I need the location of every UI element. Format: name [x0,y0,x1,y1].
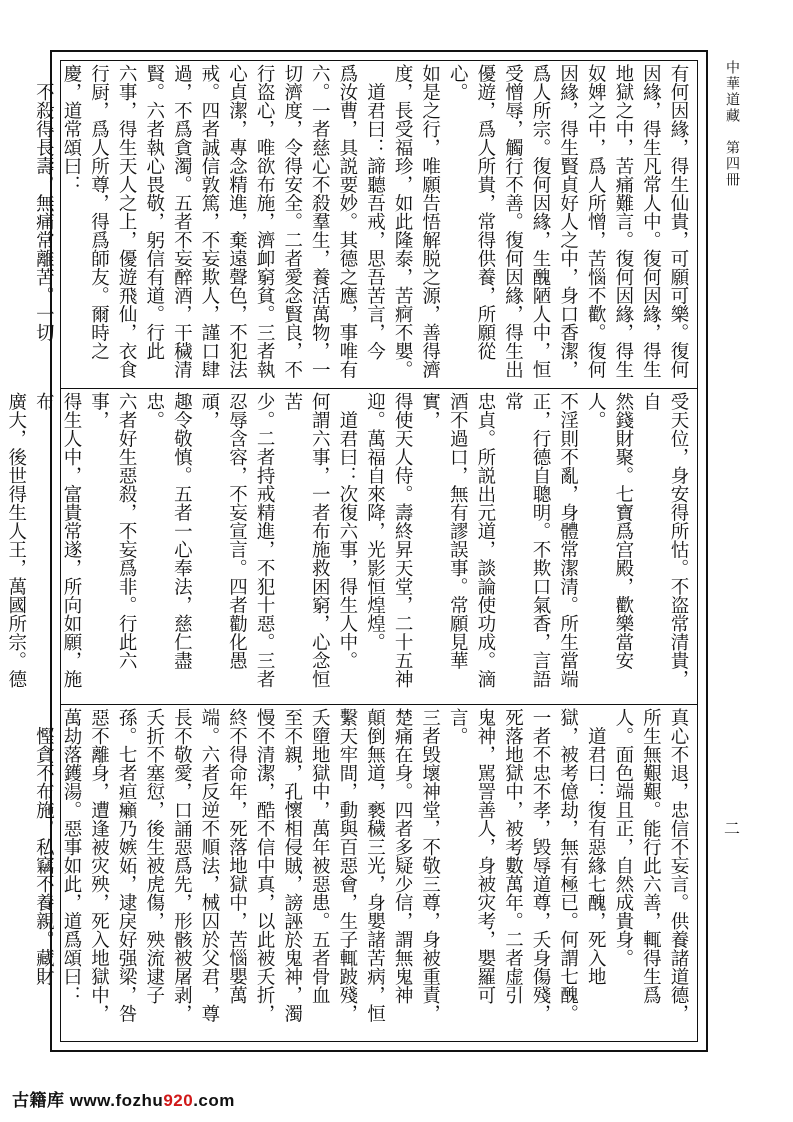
running-head: 中華道藏 第四冊 [724,60,740,188]
text-column: 如是之行，唯願告悟解脱之源，善得濟 [419,64,441,379]
text-column: 得使天人侍。壽終昇天堂，二十五神 [392,392,414,688]
text-column: 賢。六者執心畏敬，躬信有道。行此 [143,64,165,360]
text-column: 不殺得長壽，無痛常離苦。一切 [33,64,55,342]
text-column: 夭墮地獄中，萬年被惡患。五者骨血 [309,708,331,1004]
text-column: 獄，被考億劫，無有極已。何謂七醜。 [557,708,579,1023]
tier-divider-lower [60,704,698,705]
text-column: 三者毁壞神堂，不敬三尊，身被重責， [419,708,441,1023]
text-column: 鬼神，駡詈善人，身被灾考，嬰羅可言。 [447,708,496,1004]
text-column: 少。二者持戒精進，不犯十惡。三者 [254,392,276,688]
text-column: 道君曰：次復六事，得生人中。 [336,392,358,670]
text-column: 所生無艱艱。能行此六善，輒得生爲 [640,708,662,1004]
text-column: 優遊，爲人所貴，常得供養，所願從心。 [447,64,496,360]
text-column: 酒不過口，無有謬誤事。常願見華實， [419,392,469,670]
text-column: 切濟度，令得安全。二者愛念賢良，不 [281,64,303,379]
text-column: 夭折不塞愆，後生被虎傷，殃流逮子 [143,708,165,1004]
text-column: 何謂六事，一者布施救困窮，心念恒苦 [281,392,331,688]
text-column: 楚痛在身。四者多疑少信，謂無鬼神 [392,708,414,1004]
text-column: 行盗心，唯欲布施，濟卹窮貧。三者執 [254,64,276,379]
text-column: 心貞潔，專念精進，棄遠聲色，不犯法 [226,64,248,379]
text-column: 受天位，身安得所怙。不盗常清貴，自 [640,392,689,688]
tier-divider-upper [60,388,698,389]
text-column: 死落地獄中，被考數萬年。二者虚引 [502,708,524,1004]
text-column: 真心不退，忠信不妄言。供養諸道德， [668,708,689,1023]
text-column: 六事，得生天人之上，優遊飛仙，衣食 [116,64,138,379]
text-column: 顛倒無道，褻穢三光，身嬰諸苦病，恒 [364,708,386,1023]
footer-url-suffix: .com [193,1091,235,1110]
text-column: 六。一者慈心不殺羣生，養活萬物，一 [309,64,331,379]
text-column: 正，行德自聰明。不欺口氣香，言語常 [502,392,552,688]
text-column: 行厨，爲人所尊，得爲師友。爾時之 [88,64,110,360]
text-column: 長不敬愛，口誦惡爲先，形骸被屠剥， [171,708,193,1023]
text-column: 有何因緣，得生仙貴，可願可樂。復何 [668,64,689,379]
text-column: 得生人中，富貴常遂，所向如願，施布 [33,392,82,688]
text-column: 慳貪不布施，私竊不養親。藏財 [33,708,55,986]
text-column: 人。面色端且正，自然成貴身。 [612,708,634,967]
text-column: 因緣，得生賢貞好人之中，身口香潔， [557,64,579,379]
text-column: 趣令敬慎。五者一心奉法，慈仁盡忠。 [143,392,193,670]
text-column: 過，不爲貪濁。五者不妄醉酒，干穢清 [171,64,193,379]
text-column: 慶，道常頌曰： [60,64,82,194]
text-column: 繫天牢間，動與百惡會，生子輒跛殘， [336,708,358,1023]
text-column: 迎。萬福自來降，光影恒煌煌。 [364,392,386,651]
text-tier-lower [33,708,692,1038]
text-column: 惡不離身，遭逢被灾殃，死入地獄中， [88,708,110,1023]
text-column: 一者不忠不孝，毁辱道尊，夭身傷殘， [530,708,552,1023]
text-tier-middle [5,392,692,702]
text-column: 道君曰：復有惡緣七醜，死入地 [585,708,607,986]
text-column: 因緣，得生凡常人中。復何因緣，得生 [640,64,662,379]
text-column: 端。六者反逆不順法，械囚於父君，尊 [198,708,220,1023]
text-column: 不淫則不亂，身體常潔清。所生當端 [557,392,579,688]
text-column: 至不親，孔懷相侵賊，謗誣於鬼神，濁 [281,708,303,1023]
text-column: 爲人所宗。復何因緣，生醜陋人中，恒 [530,64,552,379]
text-column: 孫。七者疸癩乃嫉妬，逮戾好强梁，咎 [116,708,138,1023]
text-column: 忍辱含容，不妄宣言。四者勸化愚頑， [198,392,248,670]
text-column: 慢不清潔，酷不信中真，以此被夭折， [254,708,276,1023]
footer-site-name: 古籍库 [12,1091,65,1110]
text-column: 受憎辱，觸行不善。復何因緣，得生出 [502,64,524,379]
text-column: 然錢財聚。七寶爲宫殿，歡樂當安人。 [585,392,634,670]
text-column: 度，長受福珍，如此隆泰，苦痾不嬰。 [392,64,414,379]
text-column: 廣大，後世得生人王，萬國所宗。德 [5,392,27,688]
text-column: 終不得命年，死落地獄中，苦惱嬰萬 [226,708,248,1004]
footer-watermark [12,1086,235,1111]
text-column: 地獄之中，苦痛難言。復何因緣，得生 [612,64,634,379]
footer-url-red: 920 [163,1091,194,1110]
text-column: 戒。四者誠信敦篤，不妄欺人，謹口肆 [198,64,220,379]
text-column: 忠貞。所説出元道，談論使功成。滴 [474,392,496,688]
text-column: 道君曰：諦聽吾戒，思吾苦言，今 [364,64,386,360]
text-column: 萬劫落鑊湯。惡事如此，道爲頌曰： [60,708,82,1004]
text-column: 六者好生惡殺，不妄爲非。行此六事， [88,392,138,670]
footer-url-prefix: www.fozhu [64,1091,164,1110]
text-tier-upper [33,64,692,386]
text-column: 爲汝曹，具説要妙。其德之應，事唯有 [336,64,358,379]
text-column: 奴婢之中，爲人所憎，苦惱不歡。復何 [585,64,607,379]
page-number: 二 [723,819,740,838]
